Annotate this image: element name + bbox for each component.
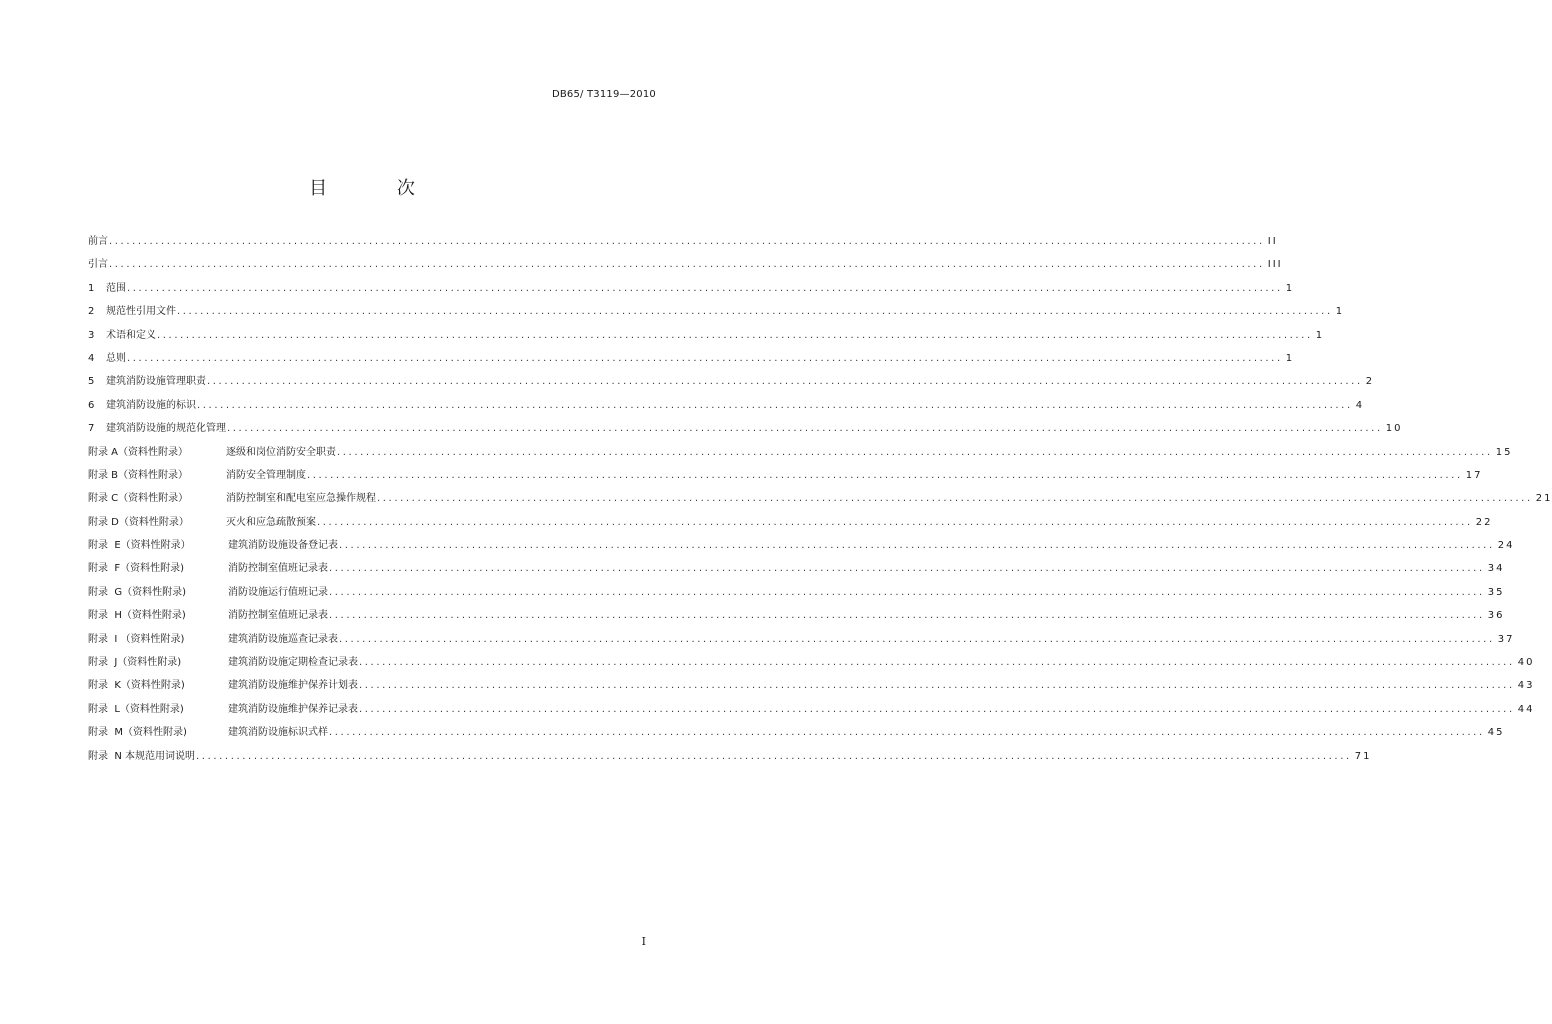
toc-entry-title: 消防设施运行值班记录 [228,586,328,598]
toc-entry-page: 1 [1335,306,1345,318]
toc-entry-number: 4 [88,352,95,364]
toc-entry-number: 附录 A（资料性附录） [88,446,189,458]
toc-entry-page: 37 [1497,633,1515,645]
toc-entry[interactable] [88,443,1513,466]
toc-entry-page: 22 [1475,516,1493,528]
toc-entry-page: 4 [1355,399,1365,411]
toc-entry[interactable] [88,349,1295,372]
toc-heading: 目 次 [309,178,447,199]
toc-entry-number: 附录 H（资料性附录) [88,610,186,622]
page-number: I [641,935,646,948]
toc-leader-dots: ........................................................................................................................................................................................................ [207,376,1363,388]
toc-leader-dots: ........................................................................................................................................................................................................ [329,727,1485,739]
toc-entry-page: 2 [1365,376,1375,388]
toc-entry[interactable] [88,559,1505,582]
toc-entry-number: 附录 D（资料性附录） [88,516,189,528]
toc-entry-page: III [1267,259,1283,271]
toc-leader-dots: ........................................................................................................................................................................................................ [329,610,1485,622]
toc-entry-title: 前言 [88,236,108,247]
toc-entry-number: 附录 C（资料性附录） [88,493,189,505]
toc-leader-dots: ........................................................................................................................................................................................................ [359,657,1515,669]
toc-entry-title: 消防安全管理制度 [226,469,306,481]
toc-entry-page: 40 [1517,657,1535,669]
toc-entry-page: 15 [1495,446,1513,458]
toc-entry[interactable] [88,232,1278,255]
toc-entry-number: 2 [88,306,95,318]
toc-leader-dots: ........................................................................................................................................................................................................ [177,306,1333,318]
toc-leader-dots: ........................................................................................................................................................................................................ [339,540,1495,552]
toc-entry-page: 36 [1487,610,1505,622]
toc-entry-title: 消防控制室值班记录表 [228,563,328,575]
toc-entry-title: 消防控制室值班记录表 [228,610,328,622]
toc-entry-title: 建筑消防设施定期检查记录表 [228,657,358,669]
toc-entry-title: 附录 N 本规范用词说明 [88,750,196,762]
toc-entry[interactable] [88,747,1372,770]
toc-entry-number: 附录 F（资料性附录) [88,563,185,575]
toc-entry-title: 建筑消防设施的标识 [106,399,196,411]
toc-entry-page: 17 [1465,469,1483,481]
toc-leader-dots: ........................................................................................................................................................................................................ [317,516,1473,528]
toc-entry-page: 34 [1487,563,1505,575]
toc-entry-number: 附录 L（资料性附录) [88,703,184,715]
toc-entry[interactable] [88,513,1493,536]
toc-leader-dots: ........................................................................................................................................................................................................ [109,259,1265,271]
toc-entry-page: II [1267,236,1278,247]
toc-entry[interactable] [88,583,1505,606]
toc-entry[interactable] [88,302,1345,325]
toc-entry-page: 1 [1285,352,1295,364]
toc-entry-page: 44 [1517,703,1535,715]
toc-entry-page: 1 [1315,329,1325,341]
toc-entry-title: 建筑消防设施维护保养记录表 [228,703,358,715]
toc-entry-title: 建筑消防设施标识式样 [228,727,328,739]
toc-entry-number: 附录 E（资料性附录） [88,540,191,552]
toc-entry-title: 建筑消防设施设备登记表 [228,540,338,552]
toc-entry-number: 1 [88,282,95,294]
toc-entry[interactable] [88,372,1375,395]
toc-leader-dots: ........................................................................................................................................................................................................ [196,750,1352,762]
toc-entry-title: 建筑消防设施管理职责 [106,376,206,388]
toc-leader-dots: ........................................................................................................................................................................................................ [127,352,1283,364]
toc-entry-title: 规范性引用文件 [106,306,176,318]
toc-entry-page: 10 [1385,423,1403,435]
toc-entry-title: 引言 [88,259,108,271]
toc-entry[interactable] [88,489,1552,512]
toc-entry-number: 附录 B（资料性附录） [88,469,189,481]
toc-entry[interactable] [88,606,1505,629]
toc-leader-dots: ........................................................................................................................................................................................................ [127,282,1283,294]
toc-entry-page: 45 [1487,727,1505,739]
toc-leader-dots: ........................................................................................................................................................................................................ [339,633,1495,645]
toc-entry-page: 43 [1517,680,1535,692]
toc-entry-title: 灭火和应急疏散预案 [226,516,316,528]
table-of-contents [88,232,1552,770]
toc-entry-number: 5 [88,376,95,388]
toc-entry-number: 附录 J（资料性附录) [88,657,182,669]
toc-leader-dots: ........................................................................................................................................................................................................ [329,586,1485,598]
toc-entry-title: 范围 [106,282,126,294]
toc-entry[interactable] [88,255,1283,278]
toc-entry-title: 术语和定义 [106,329,156,341]
toc-leader-dots: ........................................................................................................................................................................................................ [337,446,1493,458]
toc-leader-dots: ........................................................................................................................................................................................................ [359,703,1515,715]
toc-entry[interactable] [88,466,1483,489]
toc-entry-page: 24 [1497,540,1515,552]
toc-entry-title: 建筑消防设施维护保养计划表 [228,680,358,692]
toc-entry-title: 总则 [106,352,126,364]
toc-entry-page: 1 [1285,282,1295,294]
toc-leader-dots: ........................................................................................................................................................................................................ [359,680,1515,692]
toc-leader-dots: ........................................................................................................................................................................................................ [227,423,1383,435]
toc-entry[interactable] [88,700,1535,723]
toc-entry[interactable] [88,653,1535,676]
toc-entry-title: 逐级和岗位消防安全职责 [226,446,336,458]
toc-entry[interactable] [88,630,1515,653]
toc-entry-number: 附录 I （资料性附录) [88,633,185,645]
toc-leader-dots: ........................................................................................................................................................................................................ [157,329,1313,341]
toc-entry-number: 附录 G（资料性附录) [88,586,187,598]
toc-entry[interactable] [88,676,1535,699]
toc-entry-page: 71 [1354,750,1372,762]
toc-entry-title: 消防控制室和配电室应急操作规程 [226,493,376,505]
toc-entry-page: 35 [1487,586,1505,598]
toc-entry-title: 建筑消防设施巡查记录表 [228,633,338,645]
toc-entry-number: 6 [88,399,95,411]
toc-entry[interactable] [88,396,1365,419]
toc-entry[interactable] [88,419,1403,442]
toc-entry[interactable] [88,326,1325,349]
toc-entry-number: 7 [88,423,95,435]
toc-entry[interactable] [88,536,1515,559]
toc-leader-dots: ........................................................................................................................................................................................................ [329,563,1485,575]
toc-entry-title: 建筑消防设施的规范化管理 [106,423,226,435]
document-code: DB65/ T3119—2010 [551,89,656,100]
toc-entry-number: 附录 K（资料性附录) [88,680,185,692]
toc-leader-dots: ........................................................................................................................................................................................................ [377,493,1533,505]
toc-leader-dots: ........................................................................................................................................................................................................ [197,399,1353,411]
toc-leader-dots: ........................................................................................................................................................................................................ [109,236,1265,247]
toc-entry-page: 21 [1535,493,1552,505]
toc-entry-number: 附录 M（资料性附录) [88,727,187,739]
toc-entry-number: 3 [88,329,95,341]
toc-entry[interactable] [88,723,1505,746]
toc-entry[interactable] [88,279,1295,302]
toc-leader-dots: ........................................................................................................................................................................................................ [307,469,1463,481]
